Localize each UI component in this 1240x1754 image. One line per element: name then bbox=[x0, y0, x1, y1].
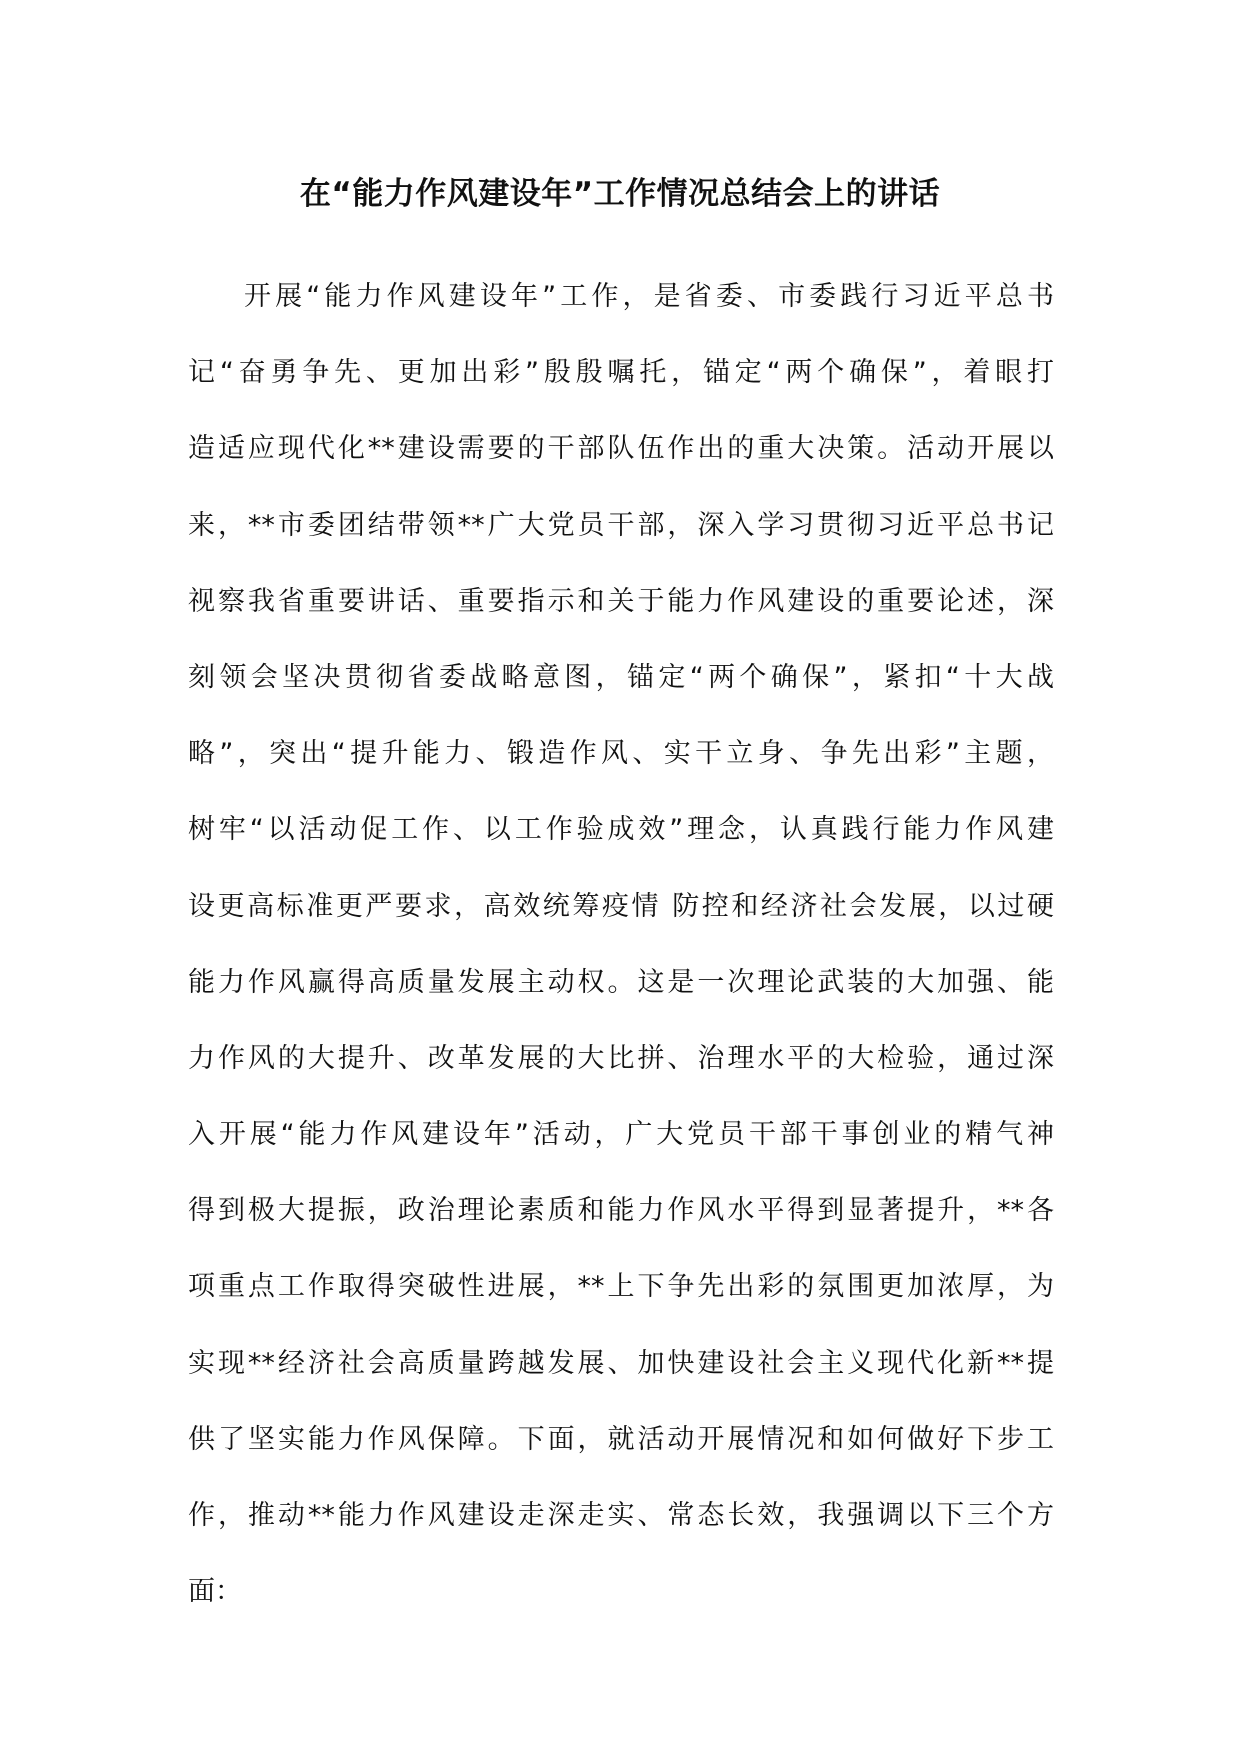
paragraph-line: 来，**市委团结带领**广大党员干部，深入学习贯彻习近平总书记 bbox=[188, 509, 1054, 541]
paragraph-line: 刻领会坚决贯彻省委战略意图，锚定“两个确保”，紧扣“十大战 bbox=[188, 661, 1054, 693]
paragraph-line: 力作风的大提升、改革发展的大比拼、治理水平的大检验，通过深 bbox=[188, 1042, 1054, 1074]
paragraph-line: 入开展“能力作风建设年”活动，广大党员干部干事创业的精气神 bbox=[188, 1119, 1054, 1151]
paragraph-line: 实现**经济社会高质量跨越发展、加快建设社会主义现代化新**提 bbox=[188, 1347, 1054, 1379]
document-body-paragraph bbox=[188, 259, 1054, 1630]
paragraph-line: 略”，突出“提升能力、锻造作风、实干立身、争先出彩”主题， bbox=[188, 738, 1054, 770]
paragraph-line: 视察我省重要讲话、重要指示和关于能力作风建设的重要论述，深 bbox=[188, 585, 1054, 617]
paragraph-line: 造适应现代化**建设需要的干部队伍作出的重大决策。活动开展以 bbox=[188, 433, 1054, 465]
document-title: 在“能力作风建设年”工作情况总结会上的讲话 bbox=[299, 176, 941, 212]
paragraph-line: 供了坚实能力作风保障。下面，就活动开展情况和如何做好下步工 bbox=[188, 1423, 1054, 1455]
paragraph-line: 设更高标准更严要求，高效统筹疫情 防控和经济社会发展，以过硬 bbox=[188, 890, 1054, 922]
paragraph-line: 开展“能力作风建设年”工作，是省委、市委践行习近平总书 bbox=[244, 281, 1054, 312]
paragraph-line: 记“奋勇争先、更加出彩”殷殷嘱托，锚定“两个确保”，着眼打 bbox=[188, 357, 1054, 389]
paragraph-line: 树牢“以活动促工作、以工作验成效”理念，认真践行能力作风建 bbox=[188, 814, 1054, 846]
paragraph-line: 面： bbox=[188, 1576, 242, 1608]
paragraph-line: 得到极大提振，政治理论素质和能力作风水平得到显著提升，**各 bbox=[188, 1195, 1054, 1227]
paragraph-line: 项重点工作取得突破性进展，**上下争先出彩的氛围更加浓厚，为 bbox=[188, 1271, 1054, 1303]
paragraph-line: 作，推动**能力作风建设走深走实、常态长效，我强调以下三个方 bbox=[188, 1500, 1054, 1531]
paragraph-line: 能力作风赢得高质量发展主动权。这是一次理论武装的大加强、能 bbox=[188, 966, 1054, 998]
